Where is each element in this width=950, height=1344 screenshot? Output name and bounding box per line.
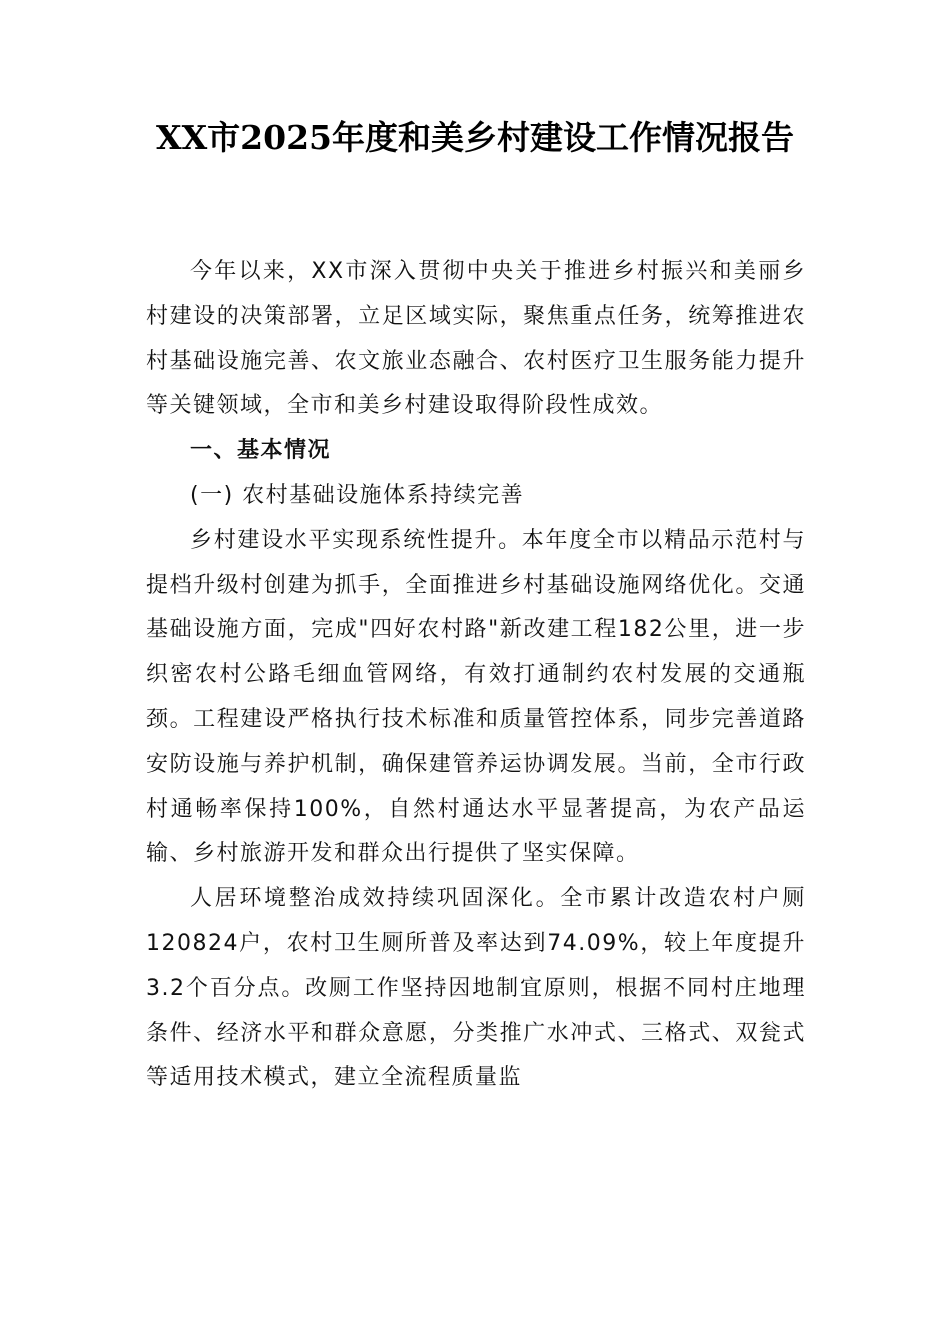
intro-paragraph: 今年以来，XX市深入贯彻中央关于推进乡村振兴和美丽乡村建设的决策部署，立足区域实际，聚焦重点任务，统筹推进农村基础设施完善、农文旅业态融合、农村医疗卫生服务能力提升等关键领域，全市和美乡村建设取得阶段性成效。 [146, 259, 806, 419]
document-body [146, 250, 806, 1101]
subsection-heading-infrastructure: (一) 农村基础设施体系持续完善 [190, 482, 525, 508]
infrastructure-paragraph: 乡村建设水平实现系统性提升。本年度全市以精品示范村与提档升级村创建为抓手，全面推进乡村基础设施网络优化。交通基础设施方面，完成"四好农村路"新改建工程182公里，进一步织密农村公路毛细血管网络，有效打通制约农村发展的交通瓶颈。工程建设严格执行技术标准和质量管控体系，同步完善道路安防设施与养护机制，确保建管养运协调发展。当前，全市行政村通畅率保持100%，自然村通达水平显著提高，为农产品运输、乡村旅游开发和群众出行提供了坚实保障。 [146, 527, 806, 867]
environment-paragraph: 人居环境整治成效持续巩固深化。全市累计改造农村户厕120824户，农村卫生厕所普及率达到74.09%，较上年度提升3.2个百分点。改厕工作坚持因地制宜原则，根据不同村庄地理条件、经济水平和群众意愿，分类推广水冲式、三格式、双瓮式等适用技术模式，建立全流程质量监 [146, 886, 806, 1091]
section-heading-basic-situation: 一、基本情况 [190, 438, 332, 464]
document-title: XX市2025年度和美乡村建设工作情况报告 [155, 118, 795, 157]
